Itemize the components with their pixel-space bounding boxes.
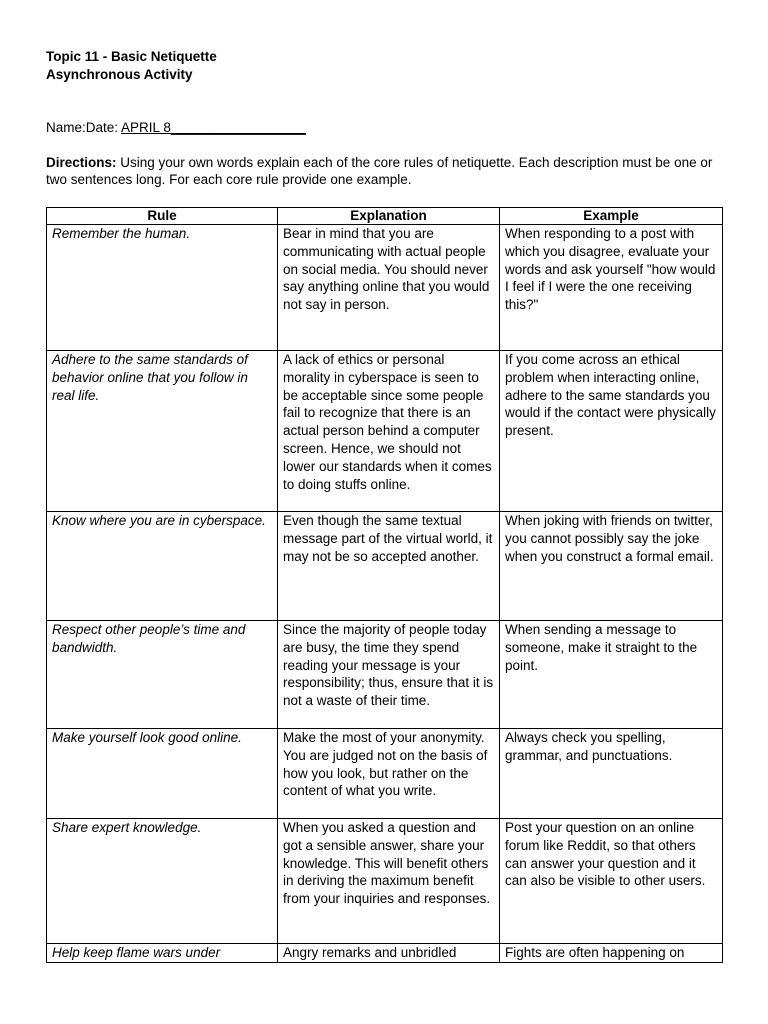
example-cell: When joking with friends on twitter, you cannot possibly say the joke when you construct a formal email. xyxy=(500,512,723,621)
table-row xyxy=(47,351,723,512)
netiquette-table xyxy=(46,207,723,963)
example-cell: Post your question on an online forum like Reddit, so that others can answer your question and it can also be visible to other users. xyxy=(500,819,723,944)
table-row xyxy=(47,729,723,819)
table-row xyxy=(47,225,723,351)
header-explanation: Explanation xyxy=(278,208,500,225)
rule-cell: Share expert knowledge. xyxy=(47,819,278,944)
directions-text: Using your own words explain each of the core rules of netiquette. Each description must be one or two sentences long. For each core rule provide one example. xyxy=(46,155,713,187)
name-date-line xyxy=(46,119,306,136)
rule-cell: Help keep flame wars under xyxy=(47,944,278,963)
directions-label: Directions: xyxy=(46,155,117,170)
explanation-cell: Bear in mind that you are communicating with actual people on social media. You should never say anything online that you would not say in person. xyxy=(278,225,500,351)
rule-cell: Respect other people’s time and bandwidth. xyxy=(47,621,278,729)
example-cell: When sending a message to someone, make it straight to the point. xyxy=(500,621,723,729)
table-header-row xyxy=(47,208,723,225)
explanation-cell: When you asked a question and got a sensible answer, share your knowledge. This will benefit others in deriving the maximum benefit from your inquiries and responses. xyxy=(278,819,500,944)
example-cell: Always check you spelling, grammar, and punctuations. xyxy=(500,729,723,819)
explanation-cell: Angry remarks and unbridled xyxy=(278,944,500,963)
directions-paragraph xyxy=(46,154,726,188)
rule-cell: Adhere to the same standards of behavior online that you follow in real life. xyxy=(47,351,278,512)
example-cell: Fights are often happening on xyxy=(500,944,723,963)
document-title: Topic 11 - Basic Netiquette xyxy=(46,49,217,64)
document-subtitle: Asynchronous Activity xyxy=(46,67,193,82)
header-example: Example xyxy=(500,208,723,225)
name-date-label: Name:Date: xyxy=(46,120,122,135)
table-row xyxy=(47,819,723,944)
header-rule: Rule xyxy=(47,208,278,225)
rule-cell: Know where you are in cyberspace. xyxy=(47,512,278,621)
table-row xyxy=(47,512,723,621)
explanation-cell: Since the majority of people today are busy, the time they spend reading your message is your responsibility; thus, ensure that it is not a waste of their time. xyxy=(278,621,500,729)
rule-cell: Make yourself look good online. xyxy=(47,729,278,819)
table-row xyxy=(47,621,723,729)
example-cell: If you come across an ethical problem when interacting online, adhere to the same standards you would if the contact were physically present. xyxy=(500,351,723,512)
explanation-cell: A lack of ethics or personal morality in cyberspace is seen to be acceptable since some people fail to recognize that there is an actual person behind a computer screen. Hence, we should not lower our standards when it comes to doing stuffs online. xyxy=(278,351,500,512)
explanation-cell: Make the most of your anonymity. You are judged not on the basis of how you look, but rather on the content of what you write. xyxy=(278,729,500,819)
explanation-cell: Even though the same textual message part of the virtual world, it may not be so accepted another. xyxy=(278,512,500,621)
table-row xyxy=(47,944,723,963)
example-cell: When responding to a post with which you disagree, evaluate your words and ask yourself "how would I feel if I were the one receiving this?" xyxy=(500,225,723,351)
date-value: APRIL 8__________________ xyxy=(121,120,306,135)
rule-cell: Remember the human. xyxy=(47,225,278,351)
